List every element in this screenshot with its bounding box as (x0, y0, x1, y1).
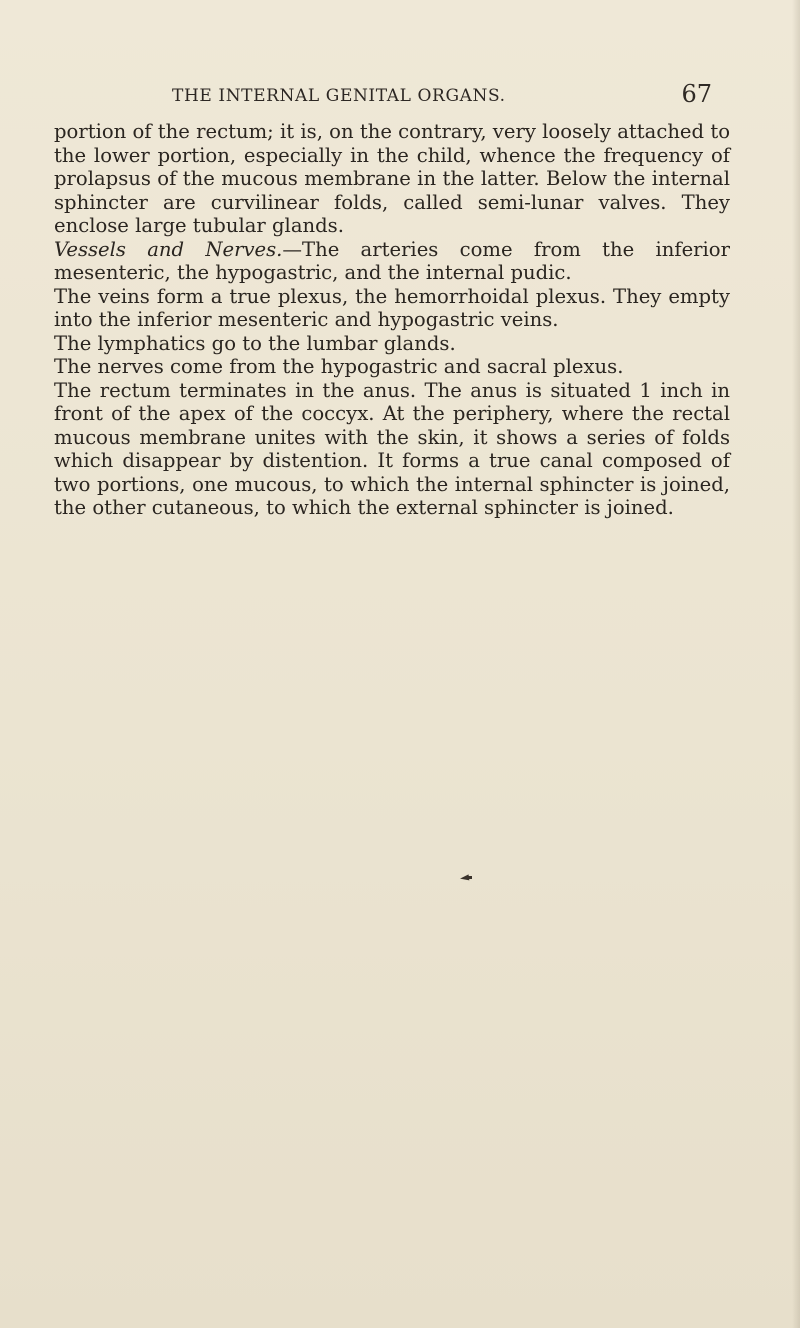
paragraph-text: —The arteries come from the inferior mesenteric, the hypogastric, and the internal pudic. (54, 237, 730, 284)
body-text (54, 120, 730, 520)
paragraph-text: The rectum terminates in the anus. The anus is situated 1 inch in front of the apex of the coccyx. At the periphery, where the rectal mucous membrane unites with the skin, it shows a series of folds which disappear by distention. It forms a true canal composed of two portions, one mucous, to which the internal sphincter is joined, the other cutaneous, to which the external sphincter is joined. (54, 378, 730, 519)
paragraph-nerves (54, 355, 730, 379)
running-head: THE INTERNAL GENITAL ORGANS. (172, 86, 506, 106)
section-lead: Vessels and Nerves. (54, 237, 283, 261)
paragraph-vessels-nerves (54, 238, 730, 285)
paragraph-anus (54, 379, 730, 520)
paragraph-text: The nerves come from the hypogastric and sacral plexus. (54, 355, 624, 378)
page-number: 67 (681, 80, 712, 108)
paragraph-text: The veins form a true plexus, the hemorrhoidal plexus. They empty into the inferior mesenteric and hypogastric veins. (54, 284, 730, 331)
paragraph-veins (54, 285, 730, 332)
paragraph-rectum-attachment (54, 120, 730, 238)
paragraph-text: portion of the rectum; it is, on the contrary, very loosely attached to the lower portion, especially in the child, whence the frequency of prolapsus of the mucous membrane in the latter. Below the internal sphincter are curvilinear folds, called semi-lunar valves. They enclose large tubular glands. (54, 120, 730, 237)
page-header (172, 80, 712, 110)
paragraph-text: The lymphatics go to the lumbar glands. (54, 331, 456, 355)
paragraph-lymphatics (54, 332, 730, 356)
page-edge-shadow (792, 0, 800, 1328)
ink-mark-tail (468, 876, 472, 879)
